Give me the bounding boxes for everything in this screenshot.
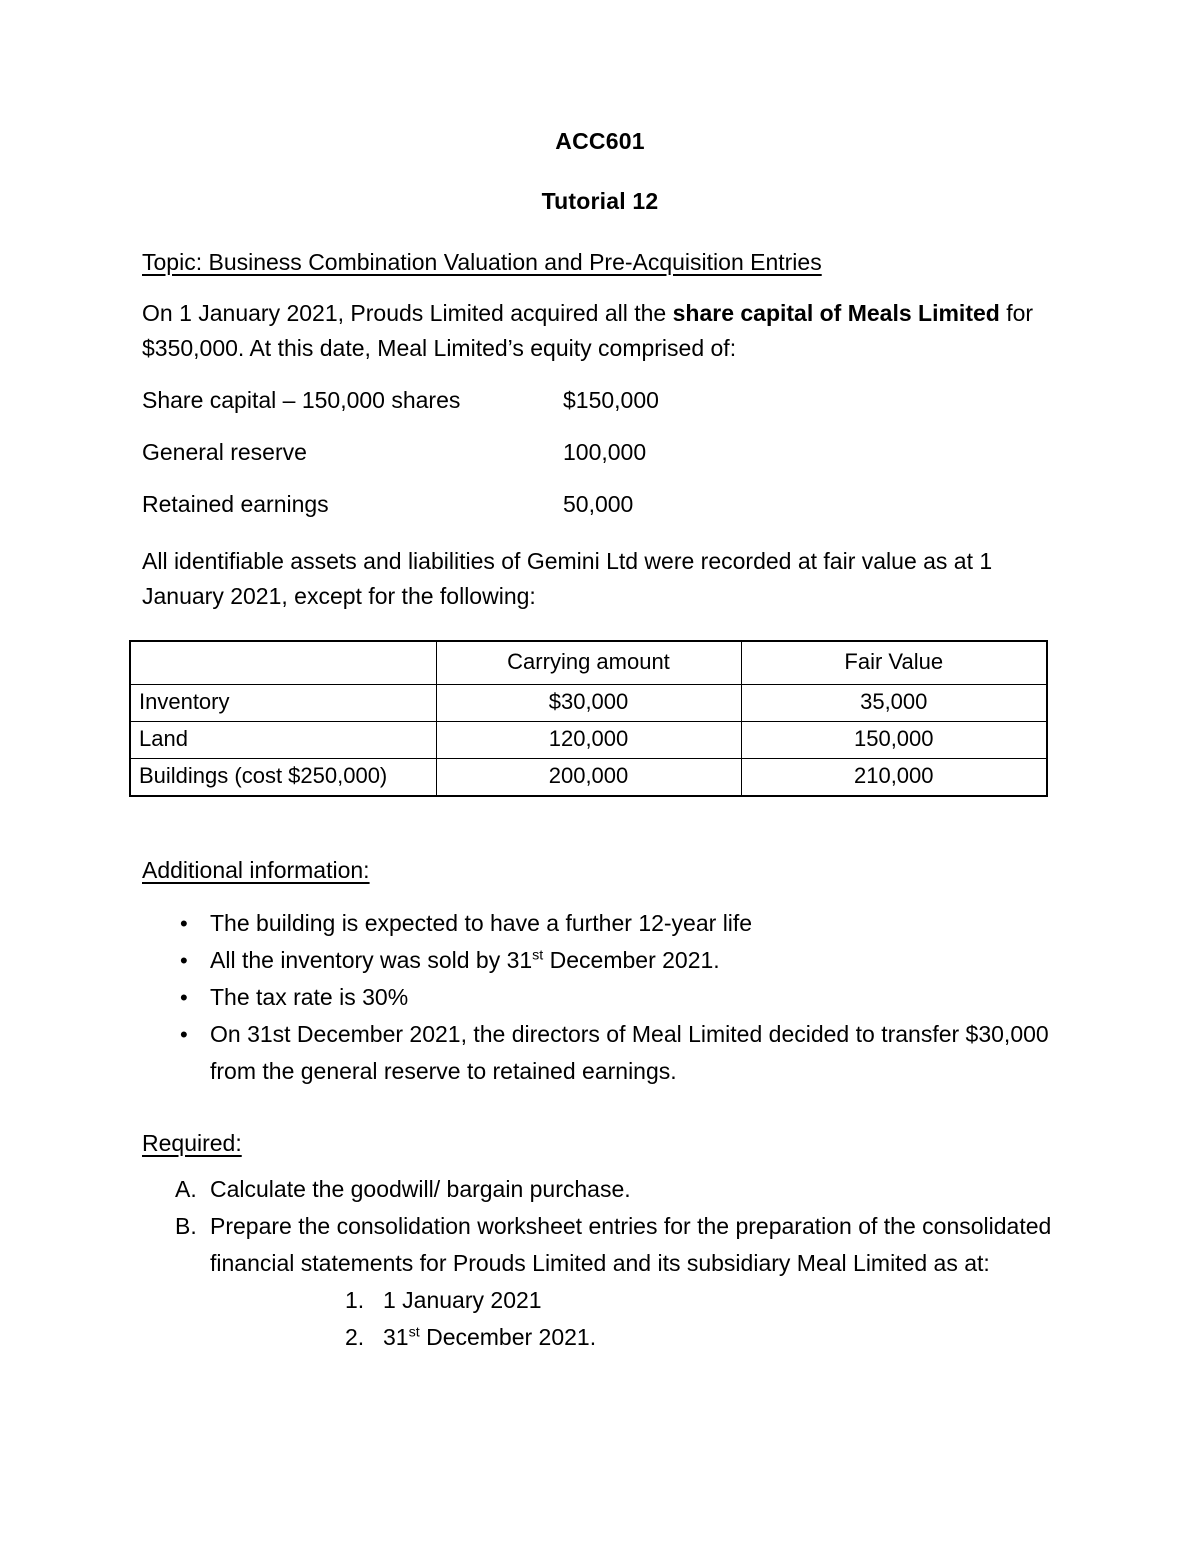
list-item <box>315 1319 1058 1356</box>
table-cell-fair: 35,000 <box>741 685 1046 722</box>
sub-item-pre: 1 January 2021 <box>383 1287 542 1313</box>
list-item: Calculate the goodwill/ bargain purchase. <box>210 1176 631 1202</box>
list-item <box>142 1208 1058 1356</box>
bullet-text-pre: The tax rate is 30% <box>210 984 409 1010</box>
equity-label: General reserve <box>142 439 307 465</box>
bullet-text-post: December 2021. <box>543 947 720 973</box>
course-code-title: ACC601 <box>555 128 645 154</box>
intro-text-part1: On 1 January 2021, Prouds Limited acquired all the <box>142 300 673 326</box>
table-row <box>131 685 1046 722</box>
table-header-carrying-amount: Carrying amount <box>436 642 741 685</box>
intro-text-bold: share capital of Meals Limited <box>672 300 1000 326</box>
table-row <box>131 759 1046 796</box>
required-sub-list <box>315 1282 1058 1356</box>
required-list <box>142 1171 1058 1356</box>
table-cell-carrying: 120,000 <box>436 722 741 759</box>
equity-row <box>142 383 1058 418</box>
table-cell-carrying: 200,000 <box>436 759 741 796</box>
list-item <box>142 905 1058 942</box>
list-item <box>142 979 1058 1016</box>
bullet-text-pre: On 31st December 2021, the directors of Meal Limited decided to transfer $30,000 from the general reserve to retained earnings. <box>210 1021 1049 1084</box>
additional-information-list <box>142 905 1058 1090</box>
list-item <box>142 1016 1058 1090</box>
fair-value-table-wrapper <box>129 640 1048 797</box>
topic-heading: Topic: Business Combination Valuation and Pre-Acquisition Entries <box>142 249 822 275</box>
additional-information-heading: Additional information: <box>142 857 370 883</box>
bullet-text-pre: The building is expected to have a further 12-year life <box>210 910 753 936</box>
table-cell-carrying: $30,000 <box>436 685 741 722</box>
table-cell-item: Buildings (cost $250,000) <box>131 759 436 796</box>
required-sub-list-holder <box>315 1282 1058 1356</box>
equity-value: 100,000 <box>563 439 647 465</box>
sub-item-sup: st <box>408 1324 420 1341</box>
table-cell-item: Land <box>131 722 436 759</box>
equity-label: Retained earnings <box>142 491 329 517</box>
equity-row <box>142 487 1058 522</box>
table-cell-fair: 210,000 <box>741 759 1046 796</box>
equity-value: $150,000 <box>563 387 659 413</box>
equity-value: 50,000 <box>563 491 634 517</box>
table-header-fair-value: Fair Value <box>741 642 1046 685</box>
sub-item-pre: 31 <box>383 1324 409 1350</box>
list-item <box>315 1282 1058 1319</box>
table-cell-item: Inventory <box>131 685 436 722</box>
bullet-text-pre: All the inventory was sold by 31 <box>210 947 533 973</box>
fair-value-table <box>131 642 1046 795</box>
equity-label: Share capital – 150,000 shares <box>142 387 461 413</box>
fair-value-intro-paragraph: All identifiable assets and liabilities of Gemini Ltd were recorded at fair value as at 1 January 2021, except for the following: <box>142 548 993 609</box>
intro-paragraph <box>142 296 1058 366</box>
table-row <box>131 722 1046 759</box>
sub-item-post: December 2021. <box>419 1324 597 1350</box>
table-header-row <box>131 642 1046 685</box>
table-cell-fair: 150,000 <box>741 722 1046 759</box>
required-heading: Required: <box>142 1130 242 1156</box>
tutorial-title: Tutorial 12 <box>541 188 659 214</box>
list-item <box>142 942 1058 979</box>
equity-row <box>142 435 1058 470</box>
bullet-text-sup: st <box>532 947 544 964</box>
intro-text-part2: for $350,000. At this date, Meal Limited’s equity comprised of: <box>142 300 1034 361</box>
table-header-blank <box>131 642 436 685</box>
required-item-text: Prepare the consolidation worksheet entries for the preparation of the consolidated financial statements for Prouds Limited and its subsidiary Meal Limited as at: <box>210 1213 1052 1276</box>
